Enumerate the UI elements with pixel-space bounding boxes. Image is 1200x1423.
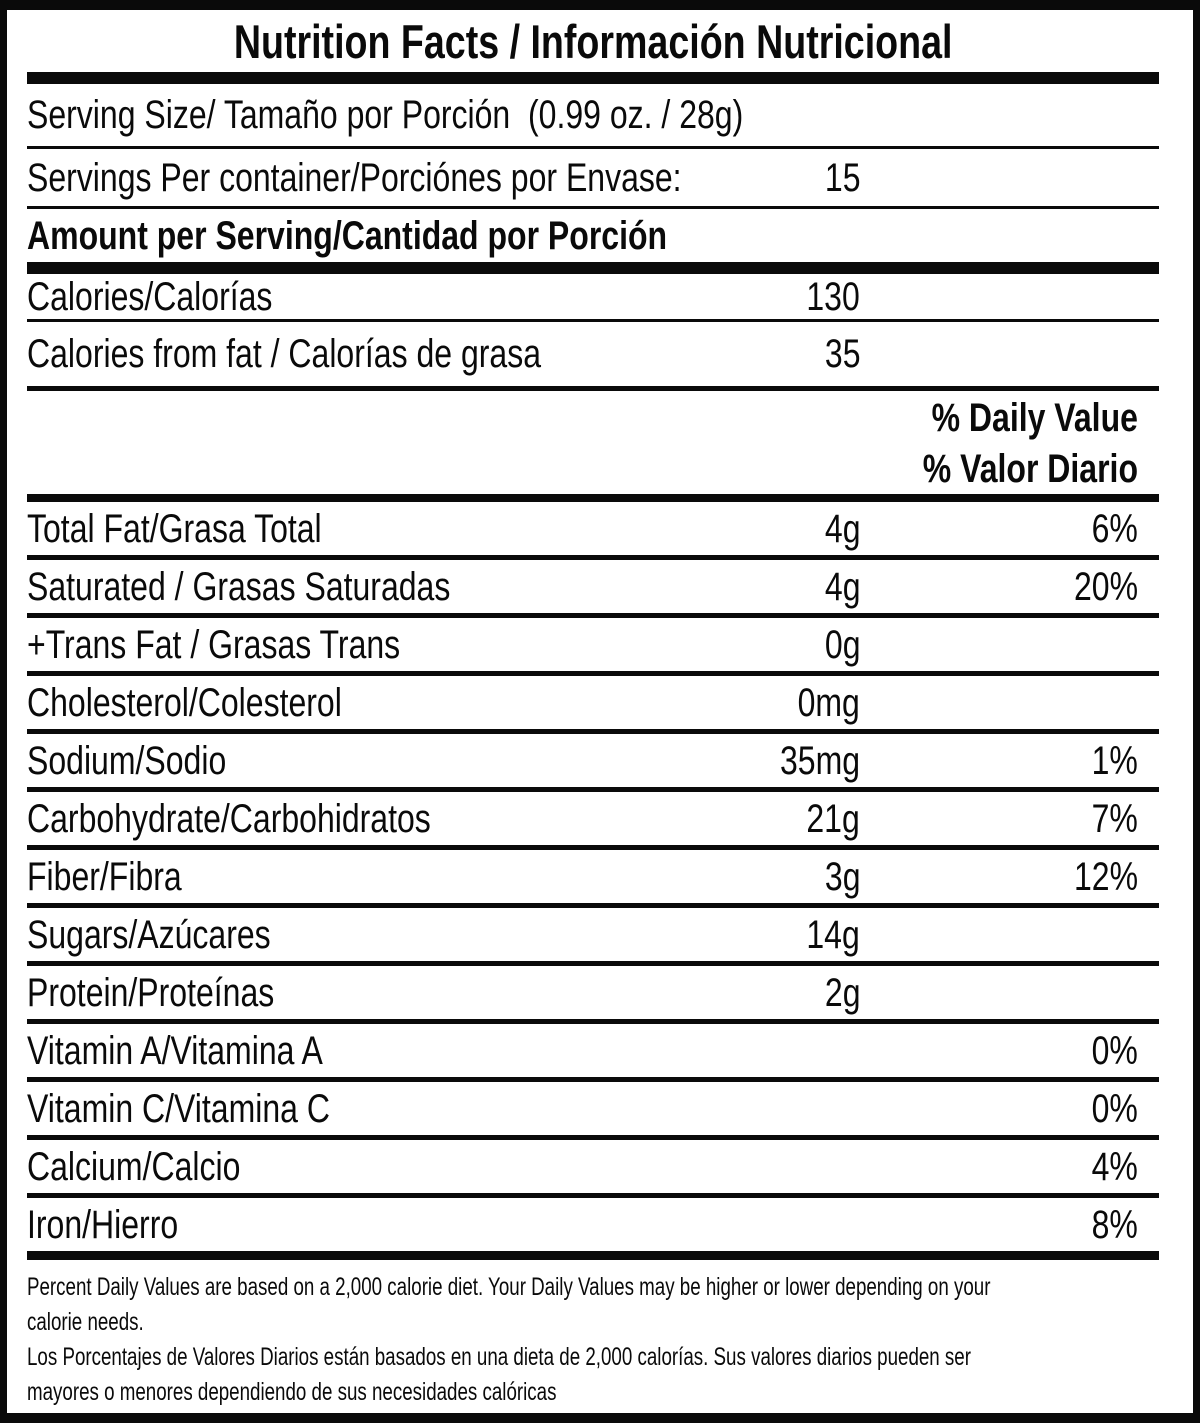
amount-per-serving-heading: Amount per Serving/Cantidad por Porción xyxy=(27,213,668,258)
calories-label: Calories/Calorías xyxy=(27,274,273,319)
nutrient-row xyxy=(27,1140,1159,1198)
footnote-en-line xyxy=(27,1270,1159,1305)
nutrient-row xyxy=(27,676,1159,734)
nutrient-label: Cholesterol/Colesterol xyxy=(27,680,342,725)
nutrient-dv-cell xyxy=(1080,502,1138,555)
daily-value-header-es: % Valor Diario xyxy=(922,447,1138,491)
nutrient-row xyxy=(27,792,1159,850)
calories-value: 130 xyxy=(806,274,860,319)
calories-from-fat-value: 35 xyxy=(824,332,860,376)
title-row xyxy=(27,10,1159,72)
nutrient-amount-cell xyxy=(760,734,860,787)
title-divider-bar xyxy=(27,72,1159,84)
nutrient-label: Protein/Proteínas xyxy=(27,970,275,1015)
nutrient-amount-cell xyxy=(816,966,861,1019)
nutrient-dv-cell xyxy=(1080,792,1138,845)
servings-per-container-value-cell xyxy=(816,149,861,206)
footnote-en-text-1: Percent Daily Values are based on a 2,000 calorie diet. Your Daily Values may be higher or lower depending on your xyxy=(27,1273,991,1301)
daily-value-header-en: % Daily Value xyxy=(931,395,1138,440)
nutrient-daily-value: 8% xyxy=(1091,1202,1138,1247)
nutrient-daily-value: 7% xyxy=(1091,796,1138,841)
nutrient-amount: 4g xyxy=(824,506,860,551)
nutrient-amount-cell xyxy=(816,560,861,613)
footnote-es-line xyxy=(27,1340,1159,1375)
nutrient-label: Sugars/Azúcares xyxy=(27,912,271,957)
footer-divider-bar xyxy=(27,1251,1159,1260)
nutrient-label: Vitamin A/Vitamina A xyxy=(27,1028,323,1073)
calories-from-fat-value-cell xyxy=(816,322,861,386)
nutrient-row xyxy=(27,1082,1159,1140)
nutrient-row xyxy=(27,618,1159,676)
nutrient-amount-cell xyxy=(816,850,861,903)
nutrient-amount-cell xyxy=(793,908,860,961)
nutrient-amount: 21g xyxy=(806,796,860,841)
nutrient-row xyxy=(27,908,1159,966)
nutrient-row xyxy=(27,966,1159,1024)
footnote-es-text-1: Los Porcentajes de Valores Diarios están basados en una dieta de 2,000 calorías. Sus valores diarios pueden ser xyxy=(27,1343,971,1371)
nutrient-dv-cell xyxy=(1080,1198,1138,1251)
nutrients-body xyxy=(27,502,1159,1251)
nutrient-row xyxy=(27,560,1159,618)
amount-per-serving-row xyxy=(27,209,1159,262)
section-divider-bar xyxy=(27,262,1159,274)
nutrient-label: Vitamin C/Vitamina C xyxy=(27,1086,330,1131)
nutrient-label: Fiber/Fibra xyxy=(27,854,182,899)
nutrient-label: Carbohydrate/Carbohidratos xyxy=(27,796,431,841)
nutrient-amount-cell xyxy=(816,502,861,555)
nutrient-amount: 3g xyxy=(824,854,860,899)
servings-per-container-label: Servings Per container/Porciónes por Envase: xyxy=(27,155,682,200)
nutrient-dv-cell xyxy=(1080,1140,1138,1193)
nutrient-amount: 0g xyxy=(824,622,860,667)
nutrient-dv-cell xyxy=(1080,1024,1138,1077)
nutrient-label: Total Fat/Grasa Total xyxy=(27,506,322,551)
nutrient-amount-cell xyxy=(793,792,860,845)
nutrient-label: +Trans Fat / Grasas Trans xyxy=(27,622,401,667)
nutrient-amount: 2g xyxy=(824,970,860,1015)
nutrient-amount: 14g xyxy=(806,912,860,957)
nutrient-label: Sodium/Sodio xyxy=(27,738,227,783)
nutrient-daily-value: 4% xyxy=(1091,1144,1138,1189)
footnote-en-line xyxy=(27,1305,1159,1340)
nutrient-label: Saturated / Grasas Saturadas xyxy=(27,564,451,609)
nutrient-dv-cell xyxy=(1058,850,1138,903)
nutrient-amount: 35mg xyxy=(779,738,860,783)
nutrient-row xyxy=(27,850,1159,908)
nutrient-amount: 4g xyxy=(824,564,860,609)
nutrient-dv-cell xyxy=(1080,1082,1138,1135)
serving-size-row xyxy=(27,84,1159,146)
footnote-en-text-2: calorie needs. xyxy=(27,1308,144,1336)
nutrient-row xyxy=(27,734,1159,792)
calories-row xyxy=(27,274,1159,319)
serving-size-label: Serving Size/ Tamaño por Porción (0.99 oz. / 28g) xyxy=(27,93,744,137)
nutrient-daily-value: 1% xyxy=(1091,738,1138,783)
daily-value-header-en-row xyxy=(27,391,1159,444)
nutrient-daily-value: 12% xyxy=(1073,854,1138,899)
nutrient-dv-cell xyxy=(1080,734,1138,787)
nutrient-daily-value: 6% xyxy=(1091,506,1138,551)
page-title: Nutrition Facts / Información Nutricional xyxy=(233,14,953,68)
calories-from-fat-label: Calories from fat / Calorías de grasa xyxy=(27,332,541,376)
nutrient-daily-value: 20% xyxy=(1073,564,1138,609)
nutrient-label: Iron/Hierro xyxy=(27,1202,179,1247)
nutrient-amount: 0mg xyxy=(797,680,860,725)
nutrient-daily-value: 0% xyxy=(1091,1028,1138,1073)
footnote-es-line xyxy=(27,1375,1159,1410)
servings-per-container-value: 15 xyxy=(824,155,860,200)
nutrient-row xyxy=(27,1024,1159,1082)
calories-from-fat-row xyxy=(27,322,1159,386)
nutrient-row xyxy=(27,502,1159,560)
nutrient-amount-cell xyxy=(816,618,861,671)
calories-value-cell xyxy=(793,274,860,319)
footnotes xyxy=(27,1260,1159,1410)
servings-per-container-row xyxy=(27,149,1159,206)
daily-value-header-es-row xyxy=(27,444,1159,494)
nutrient-daily-value: 0% xyxy=(1091,1086,1138,1131)
nutrient-row xyxy=(27,1198,1159,1251)
nutrient-dv-cell xyxy=(1058,560,1138,613)
section-divider-bar xyxy=(27,494,1159,502)
footnote-es-text-2: mayores o menores dependiendo de sus necesidades calóricas xyxy=(27,1378,557,1406)
nutrient-label: Calcium/Calcio xyxy=(27,1144,241,1189)
nutrient-amount-cell xyxy=(782,676,860,729)
